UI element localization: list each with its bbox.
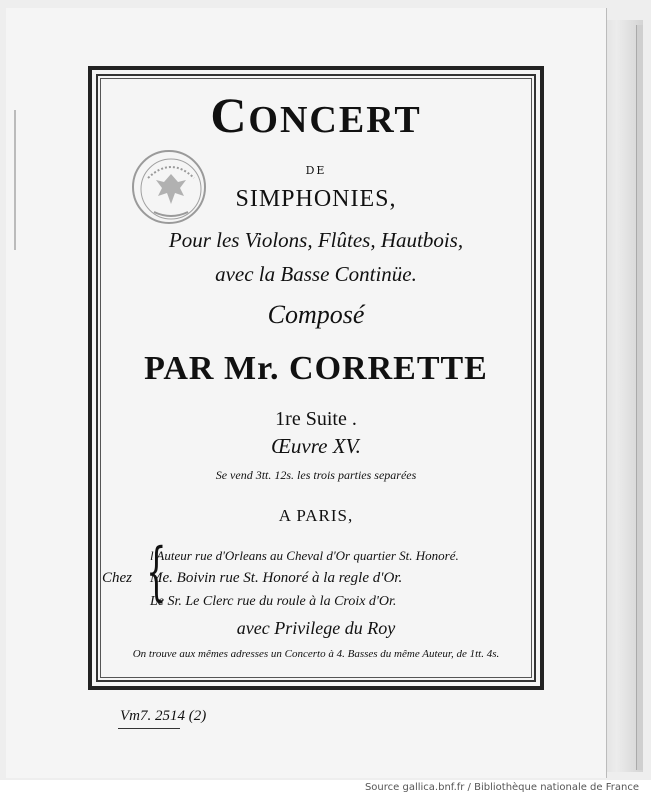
address-line-1: l'Auteur rue d'Orleans au Cheval d'Or quartier St. Honoré. (150, 548, 459, 563)
basso-continuo-line: avec la Basse Continüe. (215, 262, 417, 286)
title-rest: ONCERT (248, 99, 422, 141)
compose-line: Composé (267, 300, 365, 329)
publisher-city: A PARIS, (278, 506, 354, 525)
title-simphonies: SIMPHONIES, (235, 186, 397, 212)
chez-label: Chez (102, 570, 132, 586)
privilege-line: avec Privilege du Roy (236, 618, 396, 638)
advertisement-line: On trouve aux mêmes adresses un Concerto à 4. Basses du même Auteur, de 1tt. 4s. (132, 648, 500, 660)
price-line: Se vend 3tt. 12s. les trois parties separées (215, 468, 417, 482)
title-concert (100, 86, 532, 144)
instrumentation-line: Pour les Violons, Flûtes, Hautbois, (168, 228, 464, 252)
shelfmark: Vm7. 2514 (2) (120, 708, 207, 724)
address-line-2: Me. Boivin rue St. Honoré à la regle d'Or. (150, 570, 403, 586)
title-initial: C (210, 87, 249, 143)
address-line-3: Le Sr. Le Clerc rue du roule à la Croix d'Or. (150, 594, 397, 609)
brace-icon: { (146, 535, 167, 609)
shelfmark-underline (118, 728, 180, 729)
binding-shadow (14, 110, 16, 250)
source-credit: Source gallica.bnf.fr / Bibliothèque nationale de France (364, 782, 639, 793)
page-edge-back (636, 25, 643, 770)
composer-name: PAR Mr. CORRETTE (144, 350, 488, 387)
suite-line: 1re Suite . (275, 408, 357, 430)
opus-line: Œuvre XV. (271, 434, 361, 458)
title-de: DE (305, 164, 327, 177)
